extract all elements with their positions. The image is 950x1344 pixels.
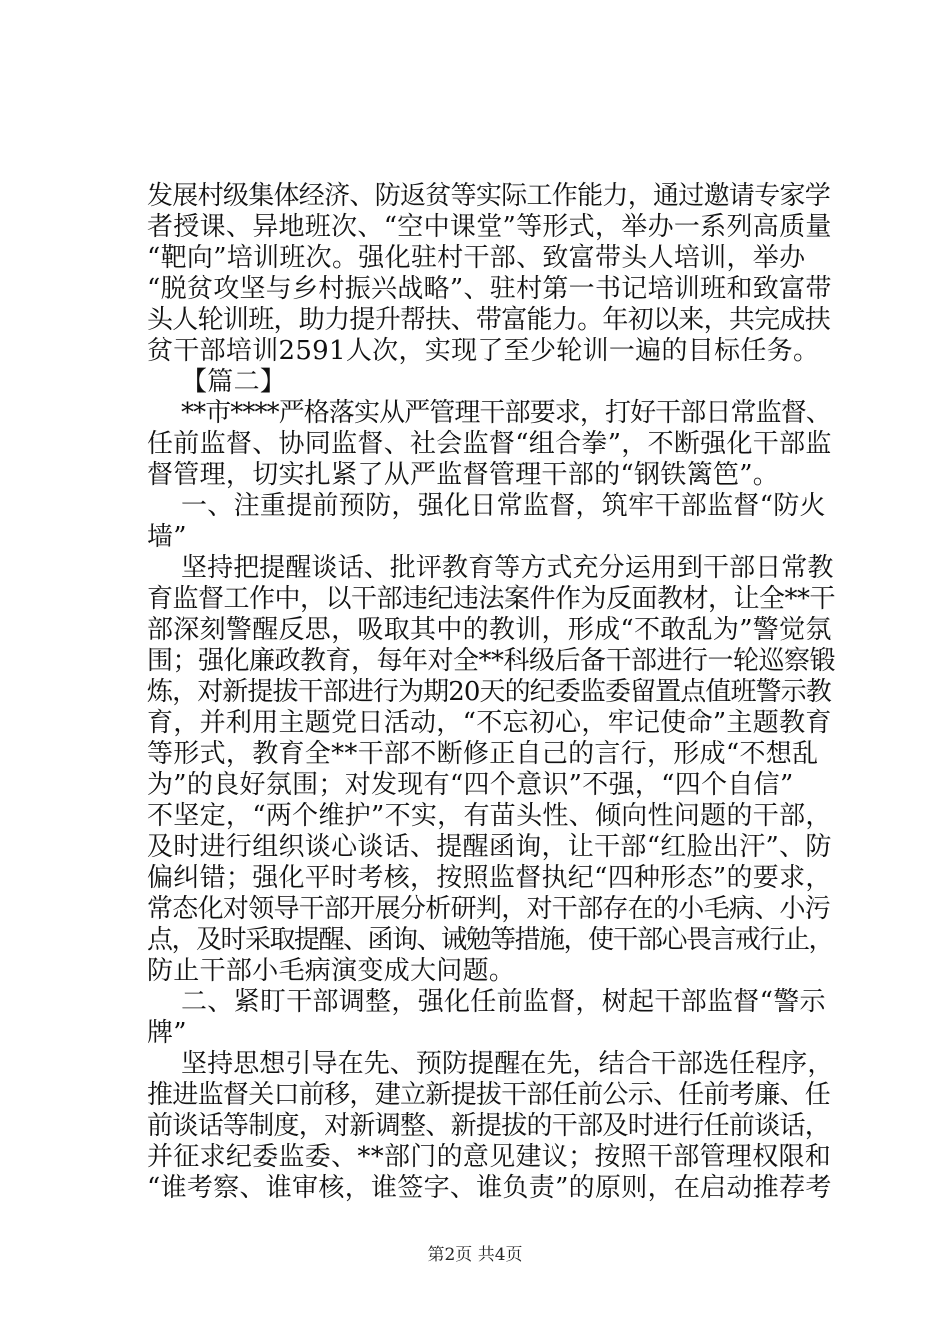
text-line: 任前监督、协同监督、社会监督“组合拳”，不断强化干部监 (147, 429, 832, 459)
text-line: 贫干部培训2591人次，实现了至少轮训一遍的目标任务。 (147, 336, 820, 366)
subheading-line: 墙” (147, 522, 187, 552)
text-line: 前谈话等制度，对新调整、新提拔的干部及时进行任前谈话， (147, 1111, 831, 1141)
text-line: 为”的良好氛围；对发现有“四个意识”不强，“四个自信” (147, 770, 794, 800)
section-heading: 【篇二】 (181, 367, 287, 397)
text-line: 育监督工作中，以干部违纪违法案件作为反面教材，让全**干 (147, 584, 836, 614)
text-line: 点，及时采取提醒、函询、诫勉等措施，使干部心畏言戒行止， (147, 925, 834, 955)
text-line: 偏纠错；强化平时考核，按照监督执纪“四种形态”的要求， (147, 863, 832, 893)
text-line: 推进监督关口前移，建立新提拔干部任前公示、任前考廉、任 (147, 1080, 831, 1110)
text-line: 督管理，切实扎紧了从严监督管理干部的“钢铁篱笆”。 (147, 460, 780, 490)
text-line: 坚持思想引导在先、预防提醒在先，结合干部选任程序， (181, 1049, 834, 1079)
text-line: 发展村级集体经济、防返贫等实际工作能力，通过邀请专家学 (147, 181, 831, 211)
text-line: 并征求纪委监委、**部门的意见建议；按照干部管理权限和 (147, 1142, 832, 1172)
text-line: 等形式，教育全**干部不断修正自己的言行，形成“不想乱 (147, 739, 819, 769)
text-line: 防止干部小毛病演变成大问题。 (147, 956, 516, 986)
text-line: **市****严格落实从严管理干部要求，打好干部日常监督、 (181, 398, 831, 428)
subheading-line: 一、注重提前预防，强化日常监督，筑牢干部监督“防火 (181, 491, 826, 521)
subheading-line: 二、紧盯干部调整，强化任前监督，树起干部监督“警示 (181, 987, 826, 1017)
text-line: 不坚定，“两个维护”不实，有苗头性、倾向性问题的干部， (147, 801, 832, 831)
text-line: 及时进行组织谈心谈话、提醒函询，让干部“红脸出汗”、防 (147, 832, 832, 862)
text-line: 者授课、异地班次、“空中课堂”等形式，举办一系列高质量 (147, 212, 832, 242)
subheading-line: 牌” (147, 1018, 187, 1048)
text-line: 围；强化廉政教育，每年对全**科级后备干部进行一轮巡察锻 (147, 646, 836, 676)
text-line: “谁考察、谁审核，谁签字、谁负责”的原则，在启动推荐考 (147, 1173, 832, 1203)
text-line: “脱贫攻坚与乡村振兴战略”、驻村第一书记培训班和致富带 (147, 274, 832, 304)
text-line: 头人轮训班，助力提升帮扶、带富能力。年初以来，共完成扶 (147, 305, 831, 335)
text-line: 坚持把提醒谈话、批评教育等方式充分运用到干部日常教 (181, 553, 834, 583)
text-line: 炼，对新提拔干部进行为期20天的纪委监委留置点值班警示教 (147, 677, 831, 707)
text-line: 常态化对领导干部开展分析研判，对干部存在的小毛病、小污 (147, 894, 831, 924)
page-number-footer: 第2页 共4页 (427, 1245, 523, 1265)
text-line: “靶向”培训班次。强化驻村干部、致富带头人培训，举办 (147, 243, 806, 273)
text-line: 部深刻警醒反思，吸取其中的教训，形成“不敢乱为”警觉氛 (147, 615, 832, 645)
text-line: 育，并利用主题党日活动，“不忘初心，牢记使命”主题教育 (147, 708, 832, 738)
